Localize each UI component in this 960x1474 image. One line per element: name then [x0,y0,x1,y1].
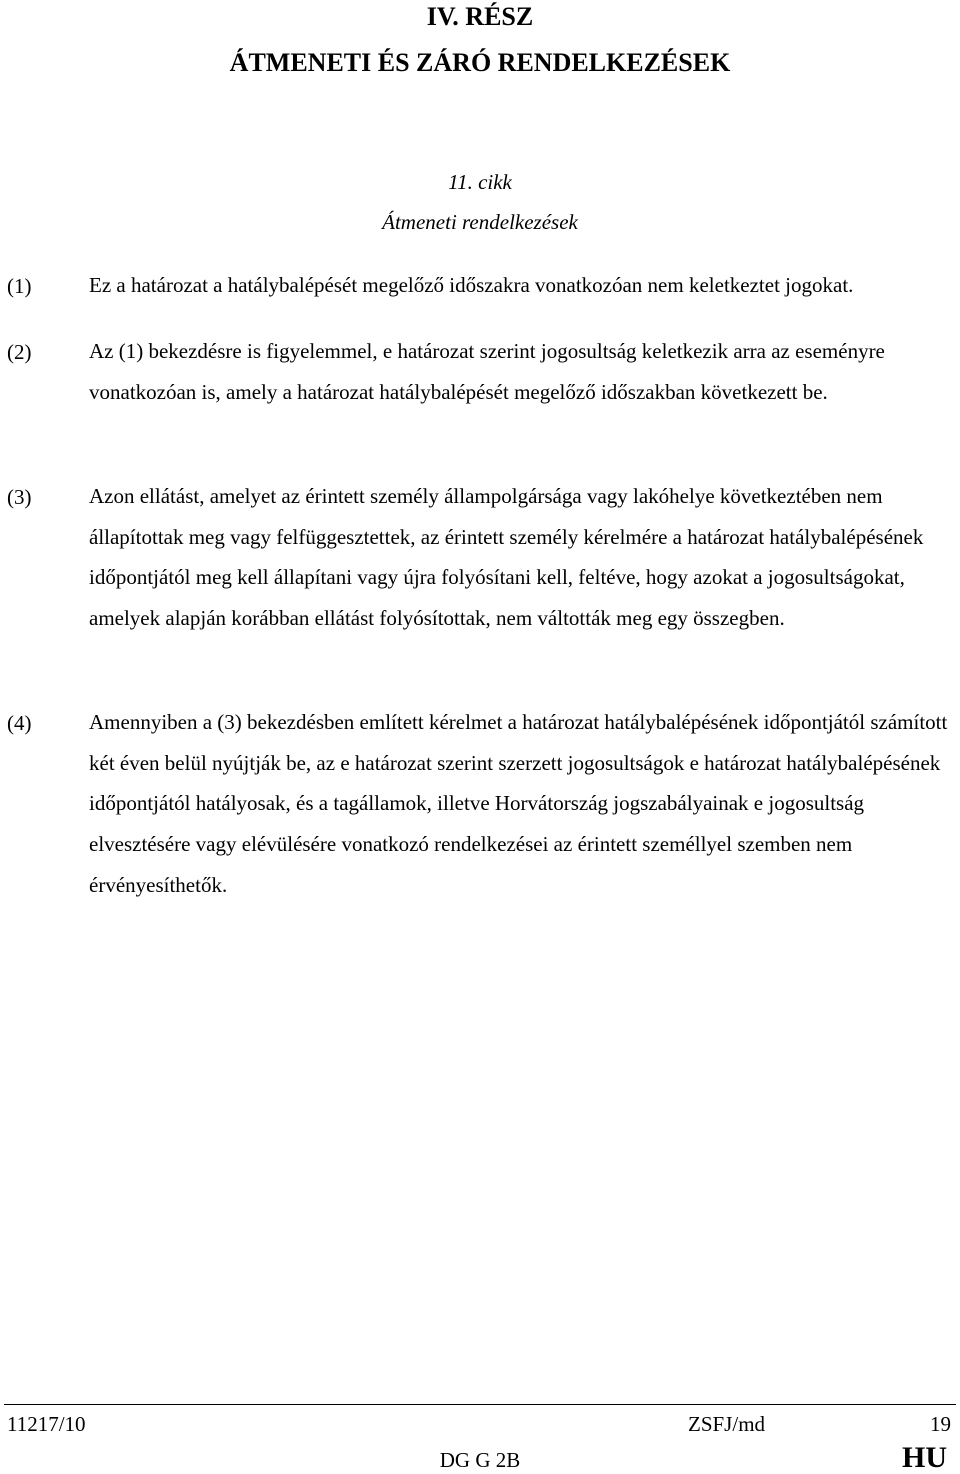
article-number: 11. cikk [448,170,512,194]
paragraph-text: Az (1) bekezdésre is figyelemmel, e határozat szerint jogosultság keletkezik arra az eseményre vonatkozóan is, amely a határozat hatálybalépését megelőző időszakban következett be. [89,339,885,404]
language-code: HU [902,1441,947,1474]
paragraph-text: Azon ellátást, amelyet az érintett személy állampolgársága vagy lakóhelye következtében nem állapítottak meg vagy felfüggesztettek, az érintett személy kérelmére a határozat hatálybalépésének időpontjától meg kell állapítani vagy újra folyósítani kell, feltéve, hogy azokat a jogosultságokat, amelyek alapján korábban ellátást folyósítottak, nem váltották meg egy összegben. [89,484,924,631]
document-reference: 11217/10 [7,1412,86,1436]
author-initials: ZSFJ/md [688,1412,766,1436]
paragraph-text: Ez a határozat a hatálybalépését megelőző időszakra vonatkozóan nem keletkeztet jogokat. [89,273,854,297]
paragraph-number: (2) [7,340,32,364]
directorate-code: DG G 2B [439,1448,521,1472]
paragraph-text: Amennyiben a (3) bekezdésben említett kérelmet a határozat hatálybalépésének időpontjától számított két éven belül nyújtják be, az e határozat szerint szerzett jogosultságok e határozat hatálybalépésének időpontjától hatályosak, és a tagállamok, illetve Horvátország jogszabályainak e jogosultság elvesztésére vagy elévülésére vonatkozó rendelkezései az érintett személlyel szemben nem érvényesíthetők. [89,710,948,897]
article-title: Átmeneti rendelkezések [382,210,578,234]
paragraph-number: (1) [7,274,32,298]
paragraph-number: (4) [7,711,32,735]
paragraph-number: (3) [7,485,32,509]
page-number: 19 [930,1412,951,1436]
part-title: IV. RÉSZ [426,2,534,31]
footer-divider [4,1404,956,1405]
part-subtitle: ÁTMENETI ÉS ZÁRÓ RENDELKEZÉSEK [229,48,731,77]
